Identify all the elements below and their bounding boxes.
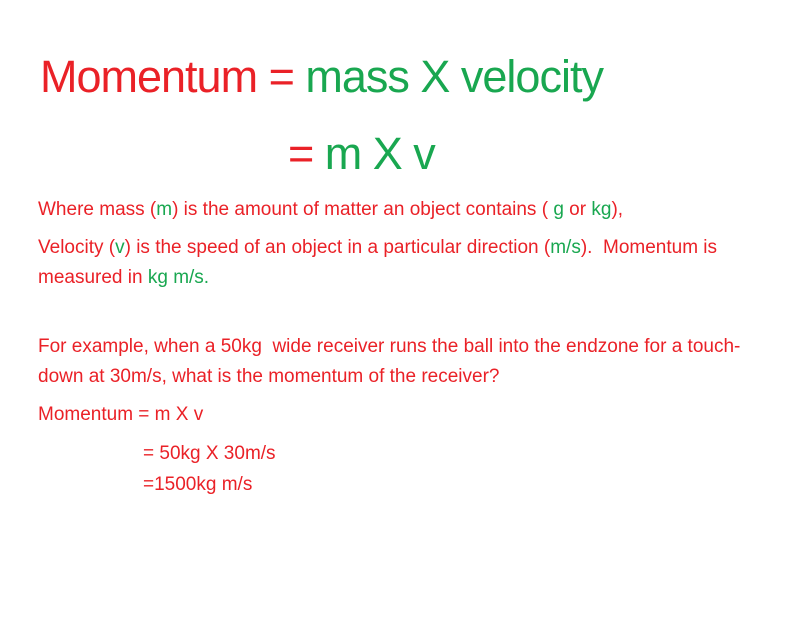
text-segment-red: Momentum = <box>40 51 306 102</box>
text-segment-green: v <box>115 237 125 258</box>
text-segment-green: kg m/s. <box>147 267 210 288</box>
text-segment-green: m X v <box>324 128 435 179</box>
solution-formula-line <box>38 400 782 430</box>
text-segment-red: Velocity ( <box>38 237 116 258</box>
text-segment-red: = <box>288 128 325 179</box>
definition-velocity-line-1 <box>38 233 782 263</box>
text-segment-red: or <box>563 199 592 220</box>
solution-step-1-line <box>38 439 782 469</box>
text-segment-red: down at 30m/s, what is the momentum of the receiver? <box>38 366 500 387</box>
text-segment-green: kg <box>591 199 612 220</box>
text-segment-red: ), <box>611 199 624 220</box>
definition-mass-line <box>38 195 782 225</box>
example-line-2 <box>38 362 782 392</box>
text-segment-red: Where mass ( <box>38 199 157 220</box>
text-segment-green: g <box>553 199 564 220</box>
text-segment-red: measured in <box>38 267 148 288</box>
text-segment-red: Momentum = m X v <box>38 404 204 425</box>
slide-title-line-2 <box>38 127 782 181</box>
text-segment-red: = 50kg X 30m/s <box>143 443 276 464</box>
text-segment-red: =1500kg m/s <box>143 474 253 495</box>
example-line-1 <box>38 332 782 362</box>
text-segment-green: m <box>156 199 173 220</box>
solution-step-2-line <box>38 470 782 500</box>
slide-title-line-1 <box>38 50 782 104</box>
text-segment-red: ). Momentum is <box>580 237 718 258</box>
text-segment-green: mass X velocity <box>305 51 603 102</box>
text-segment-red: ) is the speed of an object in a particular direction ( <box>124 237 551 258</box>
text-segment-red: For example, when a 50kg wide receiver runs the ball into the endzone for a touch- <box>38 336 741 357</box>
definition-velocity-line-2 <box>38 263 782 293</box>
text-segment-red: ) is the amount of matter an object contains ( <box>172 199 554 220</box>
text-segment-green: m/s <box>550 237 581 258</box>
